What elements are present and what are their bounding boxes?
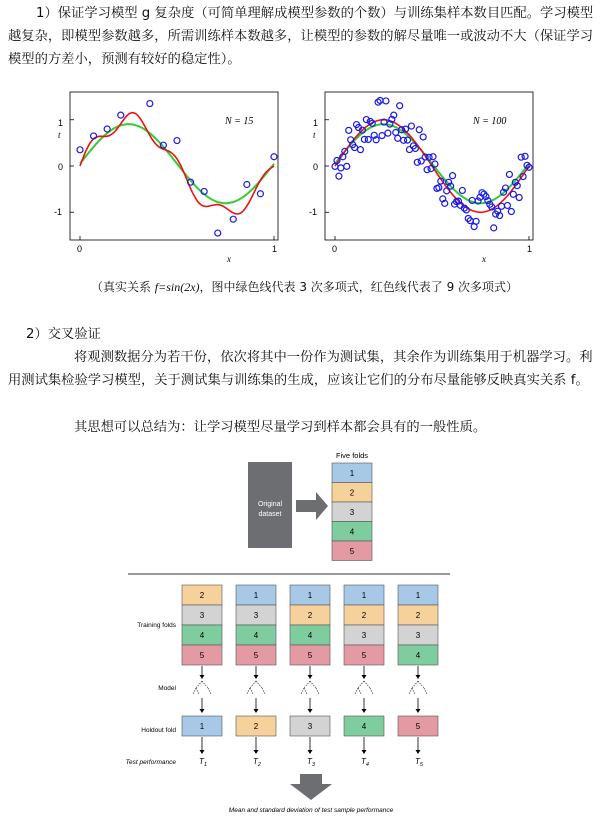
training-fold-number: 3	[415, 631, 421, 640]
arrow-head	[254, 675, 259, 679]
ytick-0: 0	[58, 162, 64, 172]
data-point	[395, 135, 401, 141]
training-fold-number: 2	[199, 591, 205, 600]
model-tree-icon	[301, 681, 319, 694]
arrow-head	[254, 709, 259, 713]
data-point	[365, 136, 371, 142]
arrow-head	[200, 709, 205, 713]
xtick-0: 0	[332, 244, 338, 254]
fold-number: 1	[349, 469, 355, 478]
xtick-1: 1	[272, 244, 278, 254]
arrow-head	[254, 750, 259, 754]
data-point	[406, 147, 412, 153]
data-point	[473, 218, 479, 224]
caption-prefix: （真实关系	[90, 280, 155, 294]
data-point	[506, 171, 512, 177]
five-folds-label: Five folds	[335, 451, 369, 460]
holdout-fold-number: 2	[253, 722, 259, 731]
training-fold-number: 5	[361, 651, 367, 660]
training-fold-number: 2	[361, 611, 367, 620]
holdout-fold-number: 5	[415, 722, 421, 731]
paragraph-cross-validation: 将观测数据分为若干份，依次将其中一份作为测试集，其余作为训练集用于机器学习。利用测试集检验学习模型，关于测试集与训练集的生成，应该让它们的分布尽量能够反映真实关系 f。	[8, 350, 593, 388]
data-point	[215, 230, 221, 236]
holdout-fold-label: Holdout fold	[141, 727, 176, 734]
paragraph-model-complexity: 1）保证学习模型 g 复杂度（可简单理解成模型参数的个数）与训练集样本数目匹配。学习模型越复杂，即模型参数越多，所需训练样本数越多，让模型的参数的解尽量唯一或波动不大（保证学习模型的方差小，预测有较好的稳定性）。	[8, 6, 594, 67]
data-point	[104, 126, 110, 132]
caption-suffix: ，图中绿色线代表 3 次多项式，红色线代表了 9 次多项式）	[199, 280, 519, 294]
training-fold-number: 3	[361, 631, 367, 640]
xtick-1: 1	[527, 244, 533, 254]
data-point	[450, 173, 456, 179]
data-point	[230, 216, 236, 222]
xtick-0: 0	[77, 244, 83, 254]
model-tree-icon	[247, 681, 265, 694]
training-fold-number: 1	[361, 591, 367, 600]
test-performance-value: $T_5$	[415, 757, 423, 768]
data-point	[430, 154, 436, 160]
ytick-1: 1	[58, 118, 64, 128]
model-tree-icon	[409, 681, 427, 694]
data-point	[257, 191, 263, 197]
data-point	[508, 209, 514, 215]
test-performance-value: $T_1$	[199, 757, 207, 768]
section-heading: 2）交叉验证	[26, 327, 101, 342]
test-performance-value: $T_3$	[307, 757, 315, 768]
data-point	[332, 163, 338, 169]
data-point	[408, 123, 414, 129]
fold-number: 2	[349, 488, 355, 498]
training-fold-number: 4	[199, 631, 205, 640]
paragraph-summary: 其思想可以总结为：让学习模型尽量学习到样本都会具有的一般性质。	[74, 420, 487, 435]
arrow-head	[200, 675, 205, 679]
chart-n15	[55, 84, 295, 264]
data-point	[393, 129, 399, 135]
data-point	[336, 173, 342, 179]
ytick-neg1: -1	[309, 207, 318, 217]
data-point	[459, 187, 465, 193]
arrow-head	[416, 675, 421, 679]
test-performance-label: Test performance	[125, 759, 176, 766]
summary-label: Mean and standard deviation of test sample performance	[228, 807, 394, 814]
model-label: Model	[158, 685, 176, 692]
arrow-head	[200, 750, 205, 754]
arrow-head	[308, 709, 313, 713]
arrow-head	[416, 709, 421, 713]
training-fold-number: 3	[253, 611, 259, 620]
training-fold-number: 5	[307, 651, 313, 660]
annotation: N = 15	[225, 116, 254, 127]
data-point	[174, 138, 180, 144]
figure-caption	[0, 278, 609, 295]
data-point	[499, 203, 505, 209]
data-point	[424, 167, 430, 173]
ylabel: t	[313, 130, 316, 140]
training-fold-number: 4	[253, 631, 259, 640]
arrow-head	[362, 675, 367, 679]
data-point	[271, 154, 277, 160]
arrow-head	[308, 750, 313, 754]
ytick-1: 1	[313, 118, 319, 128]
original-label: Original	[257, 501, 283, 508]
data-point	[379, 133, 385, 139]
cross-validation-diagram	[120, 448, 460, 820]
ytick-0: 0	[313, 162, 319, 172]
fold-number: 3	[349, 508, 355, 517]
test-performance-value: $T_4$	[361, 757, 369, 768]
xlabel: x	[227, 254, 231, 264]
data-point	[414, 159, 420, 165]
summary-arrow	[290, 774, 332, 800]
xlabel: x	[482, 254, 486, 264]
data-point	[504, 202, 510, 208]
arrow-head	[362, 750, 367, 754]
plot-frame	[70, 92, 278, 240]
data-point	[522, 153, 528, 159]
ylabel: t	[58, 130, 61, 140]
data-point	[385, 130, 391, 136]
data-point	[397, 103, 403, 109]
data-point	[77, 147, 83, 153]
test-performance-value: $T_2$	[253, 757, 261, 768]
training-fold-number: 1	[415, 591, 421, 600]
data-point	[147, 101, 153, 107]
data-point	[383, 98, 389, 104]
training-fold-number: 5	[253, 651, 259, 660]
ytick-neg1: -1	[54, 207, 63, 217]
data-point	[516, 195, 522, 201]
data-point	[405, 137, 411, 143]
fold-number: 5	[349, 547, 355, 556]
chart-n100	[310, 84, 550, 264]
fold-number: 4	[349, 527, 355, 537]
data-point	[244, 182, 250, 188]
holdout-fold-number: 3	[307, 722, 313, 731]
data-point	[344, 163, 350, 169]
data-point	[416, 127, 422, 133]
model-tree-icon	[355, 681, 373, 694]
training-fold-number: 2	[307, 611, 313, 620]
data-point	[118, 112, 124, 118]
annotation: N = 100	[473, 116, 507, 127]
data-point	[420, 134, 426, 140]
arrow-head	[308, 675, 313, 679]
training-fold-number: 2	[415, 611, 421, 620]
holdout-fold-number: 1	[199, 722, 205, 731]
training-fold-number: 4	[307, 631, 313, 640]
training-fold-number: 1	[307, 591, 313, 600]
data-point	[491, 225, 497, 231]
data-point	[510, 191, 516, 197]
model-tree-icon	[193, 681, 211, 694]
training-fold-number: 5	[199, 651, 205, 660]
split-arrow	[296, 492, 328, 520]
training-fold-number: 1	[253, 591, 259, 600]
original-label: dataset	[258, 511, 282, 518]
data-point	[346, 127, 352, 133]
holdout-fold-number: 4	[361, 722, 367, 731]
data-point	[338, 165, 344, 171]
training-fold-number: 4	[415, 651, 421, 660]
arrow-head	[362, 709, 367, 713]
arrow-head	[416, 750, 421, 754]
caption-formula: f=sin(2x)	[154, 280, 200, 294]
training-folds-label: Training folds	[137, 622, 176, 629]
data-point	[357, 147, 363, 153]
training-fold-number: 3	[199, 611, 205, 620]
